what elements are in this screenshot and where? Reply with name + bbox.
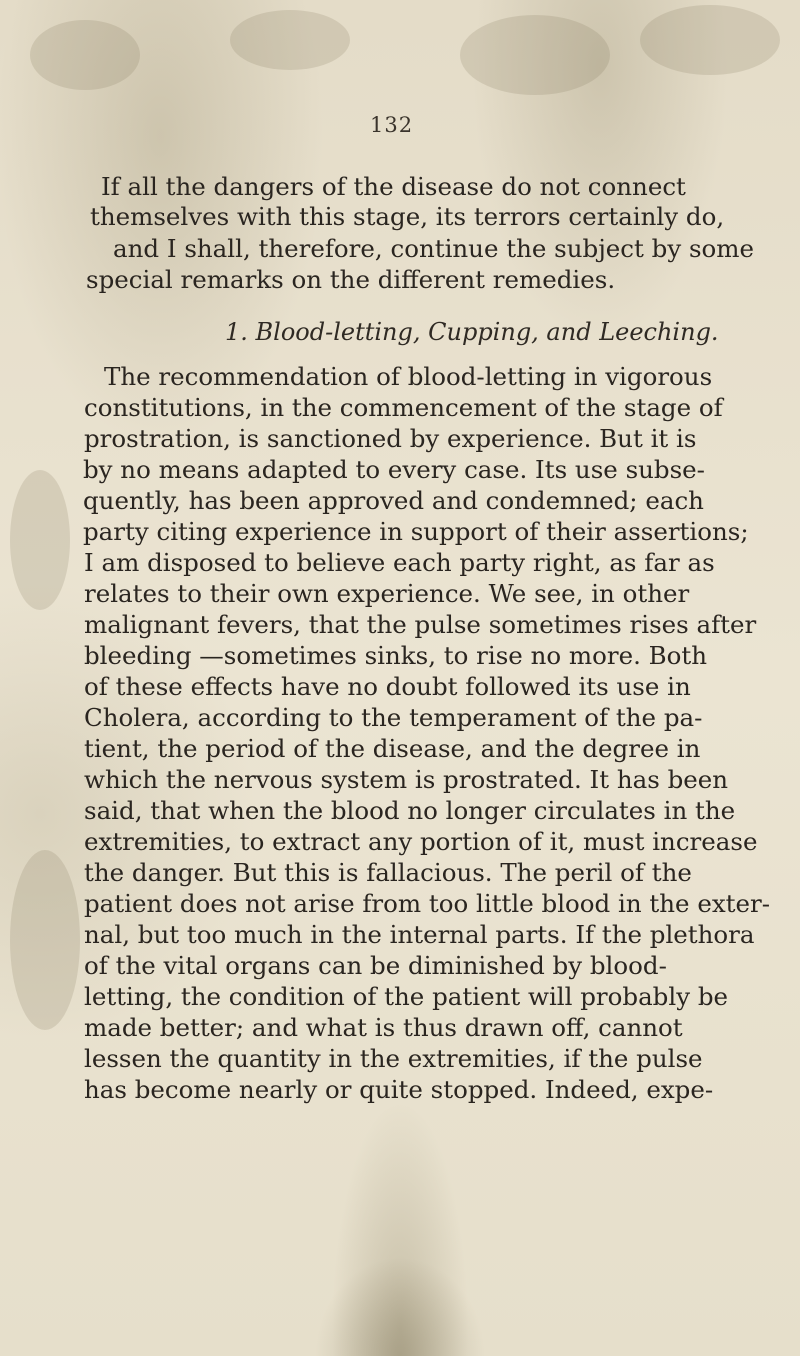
text-line — [84, 920, 754, 950]
text-line-content: bleeding —sometimes sinks, to rise no more. Both — [84, 641, 708, 670]
text-line — [84, 1075, 713, 1105]
text-line — [84, 579, 689, 609]
page-stain — [640, 5, 780, 75]
text-line — [83, 517, 749, 547]
page-stain — [10, 470, 70, 610]
text-line — [104, 362, 712, 392]
text-line-content: nal, but too much in the internal parts. If the plethora — [84, 920, 755, 949]
text-line-content: special remarks on the different remedies. — [86, 265, 616, 294]
text-line — [83, 486, 704, 516]
text-line — [113, 234, 754, 264]
text-line — [84, 827, 757, 857]
text-line-content: I am disposed to believe each party right, as far as — [84, 548, 715, 577]
text-line-content: has become nearly or quite stopped. Indeed, expe- — [84, 1075, 714, 1104]
text-line — [84, 858, 692, 888]
text-line — [84, 1013, 683, 1043]
text-line-content: Cholera, according to the temperament of the pa- — [84, 703, 703, 732]
text-line-content: the danger. But this is fallacious. The peril of the — [84, 858, 692, 887]
text-line — [84, 703, 702, 733]
text-line — [84, 765, 728, 795]
page-ornament — [300, 1240, 500, 1356]
text-line-content: malignant fevers, that the pulse sometimes rises after — [84, 610, 757, 639]
text-line-content: extremities, to extract any portion of it, must increase — [84, 827, 758, 856]
text-line-content: letting, the condition of the patient will probably be — [84, 982, 729, 1011]
page-stain — [10, 850, 80, 1030]
page-stain — [230, 10, 350, 70]
text-line — [86, 265, 615, 295]
text-line-content: If all the dangers of the disease do not connect — [101, 172, 686, 201]
text-line-content: party citing experience in support of their assertions; — [83, 517, 749, 546]
text-line-content: made better; and what is thus drawn off, cannot — [84, 1013, 683, 1042]
text-line-content: of the vital organs can be diminished by blood- — [84, 951, 667, 980]
text-line — [84, 548, 715, 578]
page-number: 132 — [370, 113, 414, 137]
text-line-content: constitutions, in the commencement of the stage of — [84, 393, 723, 422]
text-line-content: and I shall, therefore, continue the subject by some — [113, 234, 755, 263]
text-line — [83, 455, 705, 485]
text-line — [84, 610, 756, 640]
text-line — [84, 734, 700, 764]
text-line — [90, 202, 724, 232]
page-stain — [460, 15, 610, 95]
text-line-content: lessen the quantity in the extremities, if the pulse — [84, 1044, 703, 1073]
text-line-content: The recommendation of blood-letting in vigorous — [104, 362, 713, 391]
text-line — [84, 889, 770, 919]
text-line-content: patient does not arise from too little blood in the exter- — [84, 889, 770, 918]
text-line-content: tient, the period of the disease, and the degree in — [84, 734, 701, 763]
text-line-content: quently, has been approved and condemned; each — [83, 486, 704, 515]
text-line — [84, 951, 667, 981]
page-stain — [30, 20, 140, 90]
text-line — [84, 424, 696, 454]
text-line — [84, 982, 728, 1012]
text-line — [84, 393, 723, 423]
section-heading: 1. Blood-letting, Cupping, and Leeching. — [225, 318, 719, 346]
text-line — [84, 1044, 703, 1074]
text-line — [84, 796, 735, 826]
text-line-content: themselves with this stage, its terrors certainly do, — [90, 202, 725, 231]
text-line-content: relates to their own experience. We see, in other — [84, 579, 690, 608]
text-line — [84, 641, 707, 671]
text-line-content: said, that when the blood no longer circulates in the — [84, 796, 736, 825]
text-line — [84, 672, 691, 702]
text-line-content: which the nervous system is prostrated. It has been — [84, 765, 729, 794]
text-line-content: prostration, is sanctioned by experience. But it is — [84, 424, 697, 453]
text-line-content: of these effects have no doubt followed its use in — [84, 672, 691, 701]
text-line — [101, 172, 719, 202]
text-line-content: by no means adapted to every case. Its use subse- — [83, 455, 705, 484]
